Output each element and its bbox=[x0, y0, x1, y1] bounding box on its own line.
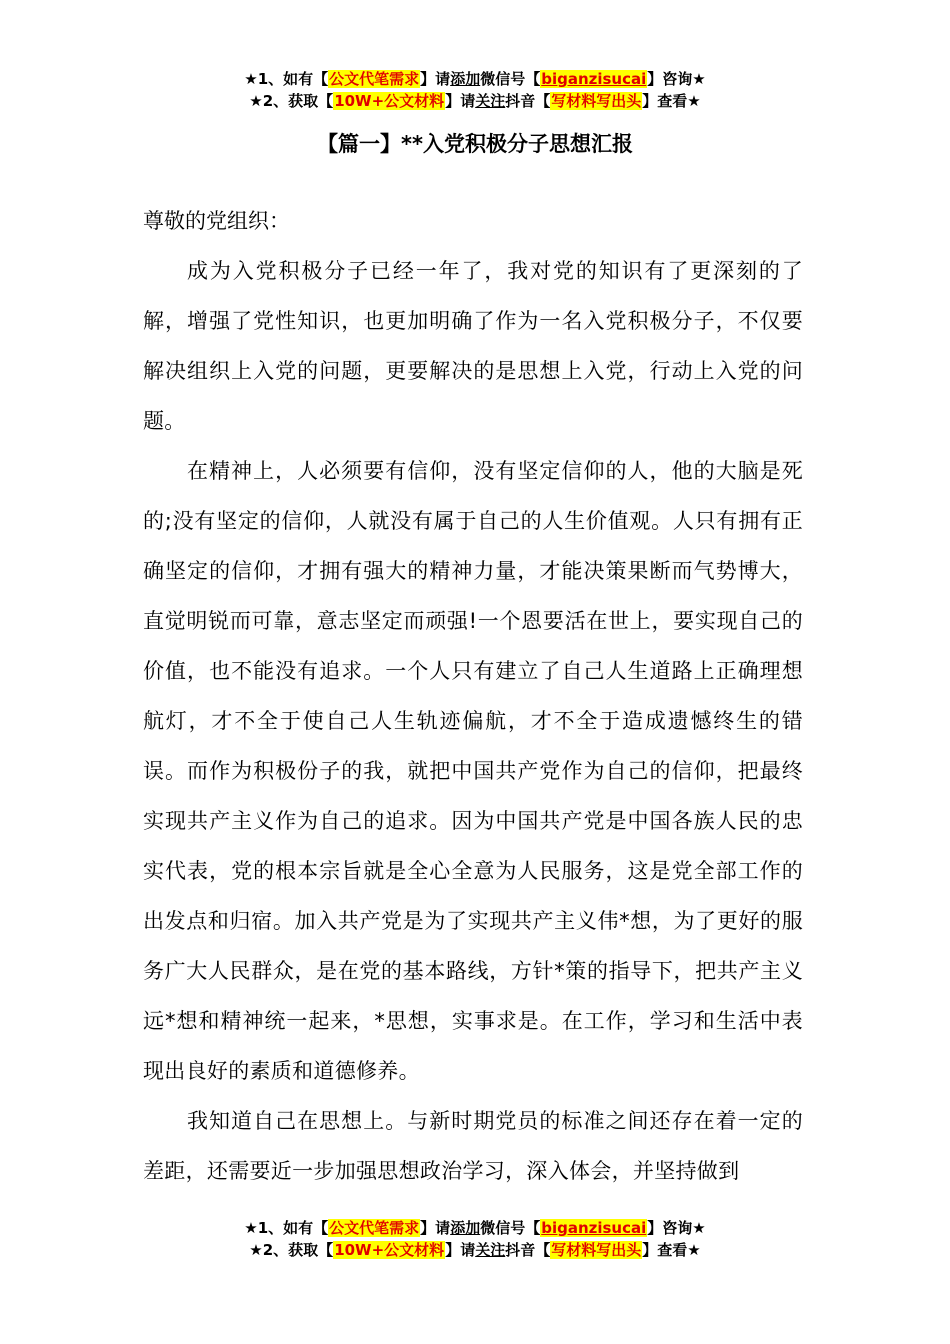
promo-line-2: ★2、获取【10W+公文材料】请关注抖音【写材料写出头】查看★ bbox=[249, 92, 701, 110]
footer-promo-banner bbox=[0, 1217, 950, 1261]
promo-highlight: 公文代笔需求 bbox=[329, 1219, 420, 1237]
document-title: 【篇一】**入党积极分子思想汇报 bbox=[317, 132, 633, 156]
wechat-id: biganzisucai bbox=[541, 70, 647, 88]
promo-line-1: ★1、如有【公文代笔需求】请添加微信号【biganzisucai】咨询★ bbox=[244, 1219, 706, 1237]
paragraph: 我知道自己在思想上。与新时期党员的标准之间还存在着一定的差距，还需要近一步加强思想政治学习，深入体会，并坚持做到 bbox=[143, 1109, 803, 1183]
promo-line-1: ★1、如有【公文代笔需求】请添加微信号【biganzisucai】咨询★ bbox=[244, 70, 706, 88]
paragraph: 成为入党积极分子已经一年了，我对党的知识有了更深刻的了解，增强了党性知识，也更加明确了作为一名入党积极分子，不仅要解决组织上入党的问题，更要解决的是思想上入党，行动上入党的问题。 bbox=[143, 259, 803, 433]
promo-highlight: 10W+公文材料 bbox=[334, 1241, 445, 1259]
promo-highlight: 公文代笔需求 bbox=[329, 70, 420, 88]
promo-highlight: 10W+公文材料 bbox=[334, 92, 445, 110]
document-body bbox=[143, 196, 803, 1196]
paragraph: 在精神上，人必须要有信仰，没有坚定信仰的人，他的大脑是死的;没有坚定的信仰，人就没有属于自己的人生价值观。人只有拥有正确坚定的信仰，才拥有强大的精神力量，才能决策果断而气势博大，直觉明锐而可靠，意志坚定而顽强!一个恩要活在世上，要实现自己的价值，也不能没有追求。一个人只有建立了自己人生道路上正确理想航灯，才不全于使自己人生轨迹偏航，才不全于造成遗憾终生的错误。而作为积极份子的我，就把中国共产党作为自己的信仰，把最终实现共产主义作为自己的追求。因为中国共产党是中国各族人民的忠实代表，党的根本宗旨就是全心全意为人民服务，这是党全部工作的出发点和归宿。加入共产党是为了实现共产主义伟*想，为了更好的服务广大人民群众，是在党的基本路线，方针*策的指导下，把共产主义远*想和精神统一起来，*思想，实事求是。在工作，学习和生活中表现出良好的素质和道德修养。 bbox=[143, 459, 803, 1083]
promo-line-2: ★2、获取【10W+公文材料】请关注抖音【写材料写出头】查看★ bbox=[249, 1241, 701, 1259]
douyin-account: 写材料写出头 bbox=[551, 92, 642, 110]
douyin-account: 写材料写出头 bbox=[551, 1241, 642, 1259]
salutation: 尊敬的党组织： bbox=[143, 209, 290, 233]
wechat-id: biganzisucai bbox=[541, 1219, 647, 1237]
header-promo-banner bbox=[0, 68, 950, 112]
